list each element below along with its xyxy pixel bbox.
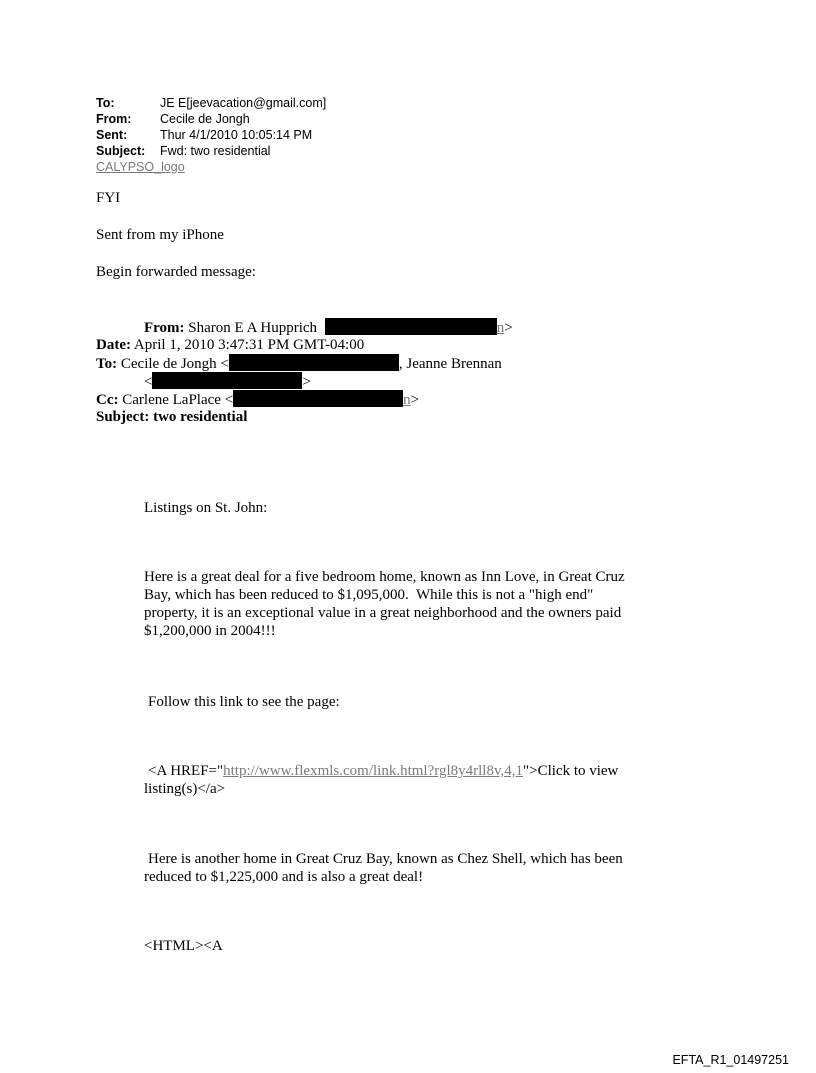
fwd-cc-email-link[interactable]: n xyxy=(403,392,411,408)
fwd-date-row xyxy=(96,336,364,354)
fwd-to-name: Cecile de Jongh < xyxy=(120,356,229,372)
href-suffix: ">Click to view xyxy=(522,763,619,779)
fwd-from-email-link[interactable]: n xyxy=(496,320,505,336)
begin-forwarded-text: Begin forwarded message: xyxy=(96,264,256,280)
paragraph-chez-shell xyxy=(144,850,684,886)
fwd-to-row-2 xyxy=(144,372,311,391)
fwd-to-line2-end: > xyxy=(302,374,311,390)
flexmls-link[interactable]: http://www.flexmls.com/link.html?rgl8y4rll8v,4,1 xyxy=(223,763,523,779)
from-label: From: xyxy=(96,112,132,126)
subject-value: Fwd: two residential xyxy=(160,144,271,158)
to-label: To: xyxy=(96,96,115,110)
follow-link-text: Follow this link to see the page: xyxy=(148,694,340,710)
para1-line: Bay, which has been reduced to $1,095,000. While this is not a "high end" xyxy=(144,587,594,603)
href-line-1 xyxy=(144,762,684,780)
sent-value: Thur 4/1/2010 10:05:14 PM xyxy=(160,128,313,142)
from-value: Cecile de Jongh xyxy=(160,112,250,126)
fwd-subject-row xyxy=(96,408,247,426)
sent-label: Sent: xyxy=(96,128,128,142)
fwd-cc-end: > xyxy=(410,392,420,408)
para2-line: reduced to $1,225,000 and is also a great deal! xyxy=(144,869,424,885)
logo-link-row xyxy=(96,159,185,175)
fwd-to-line2-start: < xyxy=(144,374,153,390)
header-from-row xyxy=(96,111,250,127)
fwd-from-label: From: xyxy=(144,320,185,336)
fwd-to-mid: , Jeanne Brennan xyxy=(398,356,502,372)
fwd-to-label: To: xyxy=(96,356,118,372)
fwd-date-label: Date: xyxy=(96,337,131,353)
document-id: EFTA_R1_01497251 xyxy=(672,1053,789,1067)
calypso-logo-link[interactable]: CALYPSO_logo xyxy=(96,160,185,174)
fwd-subject-value: two residential xyxy=(153,409,248,425)
para1-line: Here is a great deal for a five bedroom home, known as Inn Love, in Great Cruz xyxy=(144,569,625,585)
para2-line: Here is another home in Great Cruz Bay, known as Chez Shell, which has been xyxy=(148,851,623,867)
href-line-2: listing(s)</a> xyxy=(144,781,226,797)
fwd-date-value: April 1, 2010 3:47:31 PM GMT-04:00 xyxy=(133,337,365,353)
para1-line: property, it is an exceptional value in a great neighborhood and the owners paid xyxy=(144,605,622,621)
fwd-to-row xyxy=(96,354,502,373)
fwd-cc-label: Cc: xyxy=(96,392,119,408)
fyi-text: FYI xyxy=(96,190,121,206)
header-to-row xyxy=(96,95,326,111)
redaction-box xyxy=(152,372,302,389)
html-fragment: <HTML><A xyxy=(144,938,223,954)
fwd-cc-row xyxy=(96,390,419,409)
href-paragraph xyxy=(144,762,684,798)
paragraph-inn-love xyxy=(144,568,684,640)
redaction-box xyxy=(233,390,403,407)
header-subject-row xyxy=(96,143,270,159)
to-value: JE E[jeevacation@gmail.com] xyxy=(160,96,327,110)
fwd-cc-name: Carlene LaPlace < xyxy=(122,392,234,408)
href-prefix: <A HREF=" xyxy=(148,763,224,779)
redaction-box xyxy=(229,354,399,371)
para1-line: $1,200,000 in 2004!!! xyxy=(144,623,276,639)
fwd-subject-label: Subject: xyxy=(96,409,150,425)
header-sent-row xyxy=(96,127,312,143)
listings-heading: Listings on St. John: xyxy=(144,500,268,516)
redaction-box xyxy=(325,318,497,335)
fwd-from-row xyxy=(144,318,513,337)
fwd-from-end: > xyxy=(504,320,513,336)
subject-label: Subject: xyxy=(96,144,146,158)
fwd-from-name: Sharon E A Hupprich xyxy=(188,320,318,336)
sent-from-text: Sent from my iPhone xyxy=(96,227,224,243)
